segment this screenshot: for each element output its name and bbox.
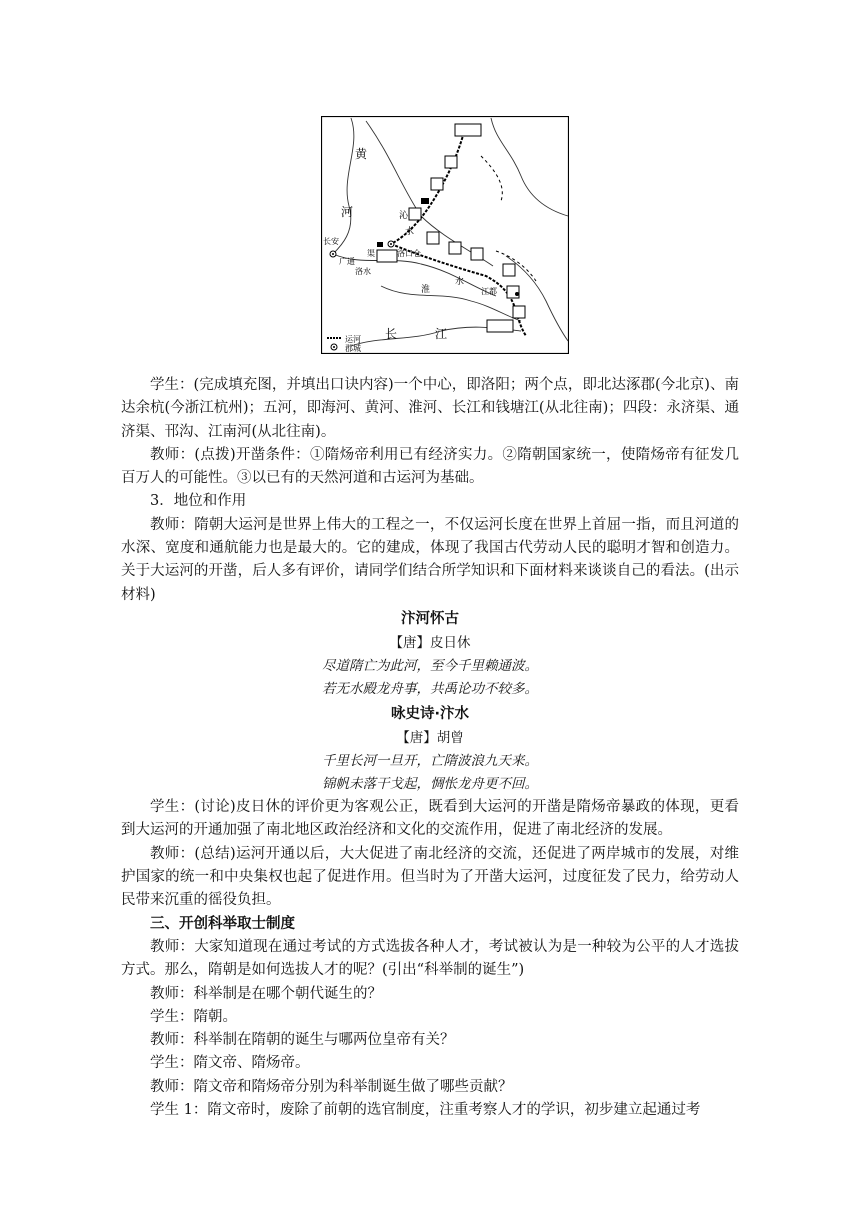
map-label-luoshui: 洛水 (355, 267, 371, 276)
section-heading-san: 三、开创科举取士制度 (150, 915, 295, 932)
grand-canal-map (321, 116, 569, 354)
map-label-he: 河 (341, 205, 354, 219)
legend-canal-label: 运河 (345, 335, 361, 344)
teacher-intro-paragraph: 教师：大家知道现在通过考试的方式选拔各种人才，考试被认为是一种较为公平的人才选拔方式。那么，隋朝是如何选拔人才的呢？(引出“科举制的诞生”) (121, 938, 739, 979)
map-label-jiang: 江 (435, 327, 448, 341)
student-answer-paragraph: 学生：(完成填充图，并填出口诀内容)一个中心，即洛阳；两个点，即北达涿郡(今北京)、南达余杭(今浙江杭州)；五河，即海河、黄河、淮河、长江和钱塘江(从北往南)；四段：永济渠、通济渠、邗沟、江南河(从北往南)。 (121, 377, 739, 440)
poem2-title: 咏史诗·汴水 (390, 705, 469, 722)
map-label-huai: 淮 (421, 285, 431, 295)
map-label-guangtong: 广通 (339, 257, 355, 266)
teacher-paragraph-evaluation: 教师：隋朝大运河是世界上伟大的工程之一，不仅运河长度在世界上首屈一指，而且河道的水深、宽度和通航能力也是最大的。它的建成，体现了我国古代劳动人民的聪明才智和创造力。关于大运河的开凿，后人多有评价，请同学们结合所学知识和下面材料来谈谈自己的看法。(出示材料) (121, 516, 739, 603)
student-answer-3: 学生 1：隋文帝时，废除了前朝的选官制度，注重考察人才的学识，初步建立起通过考 (150, 1102, 701, 1119)
poem2-line2: 锦帆未落干戈起，惆怅龙舟更不回。 (322, 775, 538, 792)
map-label-qin: 沁 (399, 211, 409, 221)
teacher-question-3: 教师：隋文帝和隋炀帝分别为科举制诞生做了哪些贡献？ (150, 1078, 513, 1095)
map-label-huai-shui: 水 (455, 277, 465, 287)
map-label-huang: 黄 (355, 147, 368, 161)
student-answer-2: 学生：隋文帝、隋炀帝。 (150, 1055, 310, 1072)
poem1-author: 【唐】皮日休 (389, 634, 471, 651)
map-label-chang: 长 (385, 327, 398, 341)
poem1-line1: 尽道隋亡为此河，至今千里赖通波。 (322, 657, 538, 674)
teacher-question-2: 教师：科举制在隋朝的诞生与哪两位皇帝有关？ (150, 1032, 455, 1049)
student-discussion-paragraph: 学生：(讨论)皮日休的评价更为客观公正，既看到大运河的开凿是隋炀帝暴政的体现，更看到大运河的开通加强了南北地区政治经济和文化的交流作用，促进了南北经济的发展。 (121, 799, 739, 839)
map-label-qu: 渠 (367, 249, 375, 258)
map-label-changan: 长安 (323, 237, 339, 246)
map-label-luokoucang: 洛口仓 (397, 249, 421, 258)
teacher-hint-paragraph: 教师：(点拨)开凿条件：①隋炀帝利用已有经济实力。②隋朝国家统一，使隋炀帝有征发几百万人的可能性。③以已有的天然河道和古运河为基础。 (121, 446, 739, 487)
poem1-title: 汴河怀古 (401, 610, 459, 627)
poem2-line1: 千里长河一旦开，亡隋波浪九天来。 (322, 752, 538, 769)
map-label-shui: 水 (405, 227, 415, 237)
poem2-author: 【唐】胡曾 (396, 729, 464, 746)
map-label-jiangdu: 江都 (481, 287, 497, 296)
legend-city-label: 郡城 (345, 344, 361, 353)
teacher-question-1: 教师：科举制是在哪个朝代诞生的？ (150, 985, 382, 1002)
student-answer-1: 学生：隋朝。 (150, 1008, 237, 1025)
section-heading-3: 3．地位和作用 (150, 493, 247, 510)
poem1-line2: 若无水殿龙舟事，共禹论功不较多。 (322, 681, 538, 698)
teacher-summary-paragraph: 教师：(总结)运河开通以后，大大促进了南北经济的交流，还促进了两岸城市的发展，对维护国家的统一和中央集权也起了促进作用。但当时为了开凿大运河，过度征发了民力，给劳动人民带来沉重的徭役负担。 (121, 845, 739, 909)
document-body (121, 374, 739, 1122)
